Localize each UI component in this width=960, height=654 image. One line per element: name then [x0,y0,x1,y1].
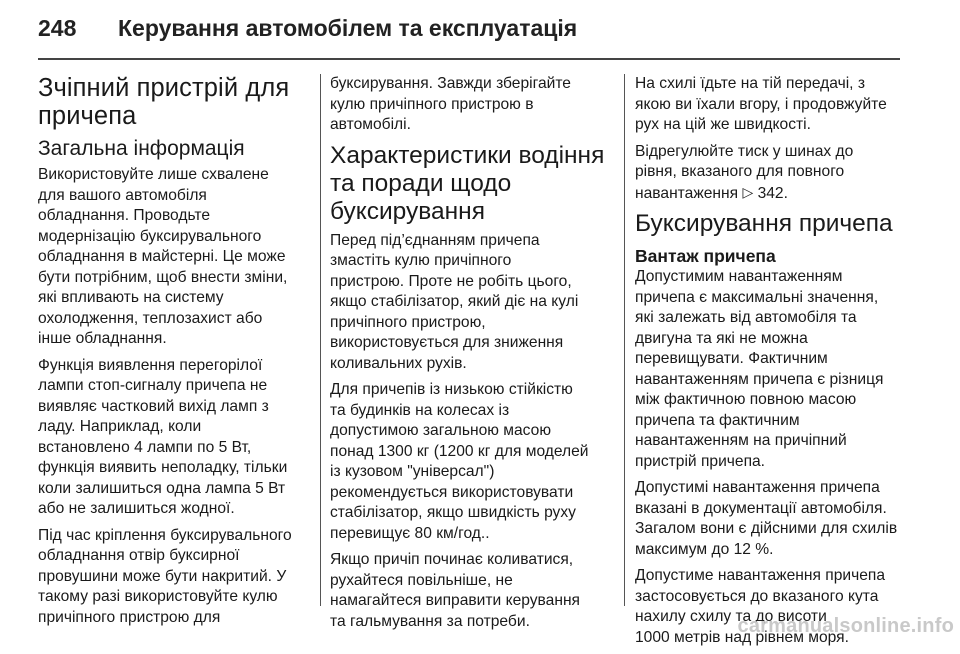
section-heading-trailer-towing: Буксирування причепа [635,210,893,237]
subheading-trailer-load: Вантаж причепа [635,246,776,266]
column-divider-1 [320,74,321,606]
paragraph-lamp-detection: Функція виявлення перегорілої лампи стоп-сигналу причепа не виявляє частковий вихід ламп з ладу. Наприклад, коли встановлено 4 лампи по 5 Вт, функція виявить неполадку, тільки коли залишиться одна лампа 5 Вт або не залишиться жодної. [38,356,288,517]
paragraph-tyre-pressure: Відрегулюйте тиск у шинах до рівня, вказаного для повного навантаження ▷ 342. [635,142,854,202]
paragraph-keep-ball: буксирування. Завжди зберігайте кулю причіпного пристрою в автомобілі. [330,75,571,133]
page-header [38,6,922,50]
paragraph-stabiliser: Для причепів із низькою стійкістю та будинків на колесах із допустимою загальною масою понад 1300 кг (1200 кг для моделей із кузовом "універсал") рекомендується використовувати стабілізатор, якщо швидкість руху перевищує 80 км/год.. [330,381,589,542]
paragraph-vehicle-documents: Допустимі навантаження причепа вказані в документації автомобіля. Загалом вони є дійсними для схилів максимум до 12 %. [635,479,898,558]
paragraph-gradient-altitude: Допустиме навантаження причепа застосовується до вказаного кута нахилу схилу та до висоти 1000 метрів над рівнем моря. [635,567,886,646]
paragraph-downhill: На схилі їдьте на тій передачі, з якою ви їхали вгору, і продовжуйте рух на цій же швидкості. [635,75,887,133]
page-reference-link[interactable]: 342. [757,184,788,202]
paragraph-permissible-load: Допустимим навантаженням причепа є максимальні значення, які залежать від автомобіля та двигуна та які не можна перевищувати. Фактичним навантаженням причепа є різниця між фактичною повною масою причепа та фактичним навантаженням на причіпний пристрій причепа. [635,268,884,470]
watermark: carmanualsonline.info [737,615,954,637]
paragraph-lubricate-ball: Перед під’єднанням причепа змастіть кулю причіпного пристрою. Проте не робіть цього, якщо стабілізатор, який діє на кулі причіпного пристрою, використовується для зниження коливальних рухів. [330,231,579,372]
column-2 [330,74,608,638]
paragraph-towing-eye: Під час кріплення буксирувального обладнання отвір буксирної провушини може бути накритий. У такому разі використовуйте кулю причіпного пристрою для [38,526,292,626]
column-3 [635,74,913,654]
page-title: Керування автомобілем та експлуатація [118,14,578,41]
section-heading-driving-tips: Характеристики водіння та поради щодо буксирування [330,141,605,225]
header-divider [38,58,900,60]
section-heading-towbar: Зчіпний пристрій для причепа [38,74,290,130]
page-reference-icon: ▷ [742,183,754,200]
subheading-general-info: Загальна інформація [38,137,245,160]
column-divider-2 [624,74,625,606]
paragraph-swaying: Якщо причіп починає коливатися, рухайтеся повільніше, не намагайтеся виправити керування та гальмування за потреби. [330,551,580,630]
paragraph-approved-equipment: Використовуйте лише схвалене для вашого автомобіля обладнання. Проводьте модернізацію буксирувального обладнання в майстерні. Це може бути потрібним, щоб внести зміни, які впливають на систему охолодження, теплозахист або інше обладнання. [38,166,288,347]
column-1 [38,74,316,634]
page-number: 248 [38,14,77,41]
